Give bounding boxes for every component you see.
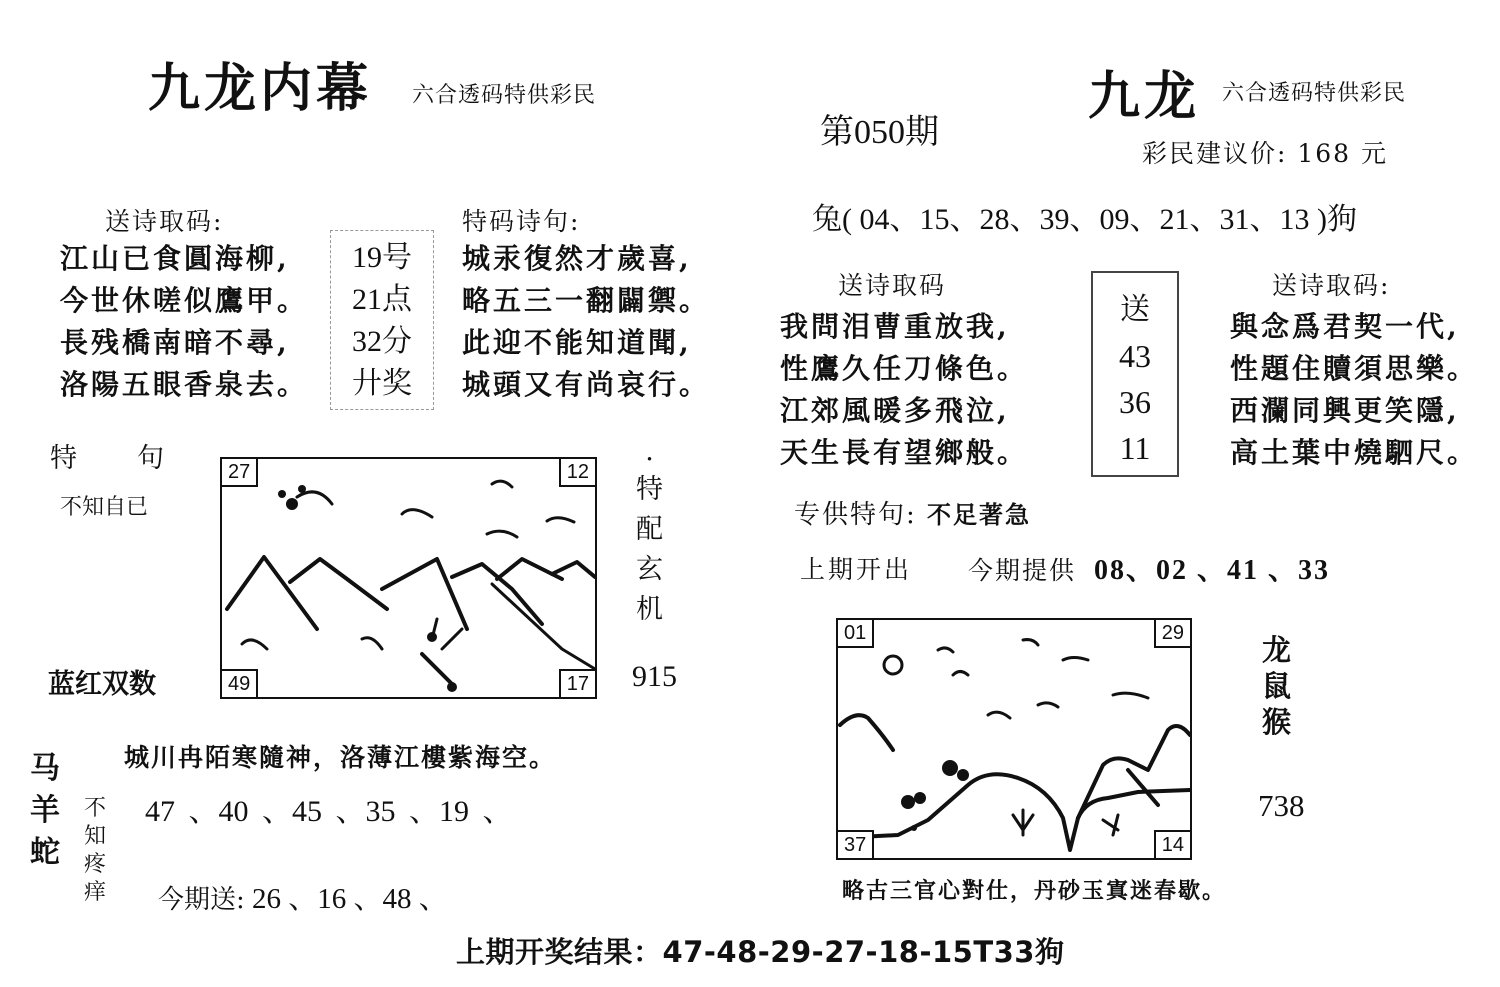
issue-number: 第050期	[820, 114, 939, 151]
number: 13	[1279, 203, 1310, 236]
poem-line: 性鷹久任刀條色。	[780, 352, 1029, 385]
corner-number: 01	[836, 618, 874, 648]
special-poem-label: 特码诗句:	[462, 207, 581, 236]
number: 02	[1155, 555, 1188, 586]
time-box-line: 32分	[352, 325, 412, 358]
right-poem-right-label: 送诗取码:	[1272, 271, 1391, 300]
last-out-label: 上期开出	[800, 555, 913, 584]
number: 21	[1159, 203, 1190, 236]
right-couplet: 略古三官心對仕，丹砂玉寘迷春歇。	[842, 878, 1227, 904]
poem-line: 城頭又有尚哀行。	[462, 368, 711, 401]
right-vertical-number: 738	[1258, 788, 1305, 823]
side-phrase	[84, 795, 106, 907]
special-phrase-label: 特 句	[50, 443, 166, 474]
exclusive-phrase	[794, 494, 1031, 531]
right-poem-left-label: 送诗取码	[838, 271, 947, 300]
provide-numbers: 今期提供 08、02 、41 、33	[968, 555, 1331, 586]
poem-line: 長残橋南暗不尋,	[60, 326, 290, 359]
send-number-box	[1091, 271, 1179, 477]
number: 31	[1219, 203, 1250, 236]
color-hint: 蓝红双数	[48, 669, 156, 700]
right-title: 九龙	[1088, 66, 1201, 127]
number: 26	[252, 883, 282, 915]
right-poem-right	[1230, 306, 1478, 474]
poem-line: 與念爲君契一代,	[1230, 310, 1460, 343]
corner-number: 14	[1154, 830, 1192, 860]
zodiac-char: 鼠	[1262, 669, 1292, 703]
suggested-price: 彩民建议价: 168 元	[1142, 139, 1389, 168]
vertical-char: ·	[645, 444, 654, 475]
corner-number: 29	[1154, 618, 1192, 648]
number: 09	[1099, 203, 1130, 236]
zodiac-char: 猴	[1262, 705, 1292, 739]
corner-number: 49	[220, 669, 258, 699]
number: 45	[292, 795, 322, 828]
left-time-box	[330, 230, 434, 410]
left-couplet: 城川冉陌寒隨神，洛薄江樓紫海空。	[124, 743, 557, 772]
left-poem-label: 送诗取码:	[105, 207, 224, 236]
exclusive-phrase-value: 不足著急	[927, 500, 1032, 529]
corner-number: 27	[220, 457, 258, 487]
poem-line: 江山已食圓海柳,	[60, 242, 290, 275]
valley-landscape-icon	[838, 620, 1190, 858]
time-box-line: 21点	[352, 283, 412, 316]
corner-number: 12	[559, 457, 597, 487]
today-send-label: 今期送:	[158, 885, 245, 915]
number: 04	[859, 203, 890, 236]
zodiac-char: 马	[30, 751, 60, 786]
vertical-char: 特	[636, 474, 663, 505]
right-subtitle: 六合透码特供彩民	[1222, 81, 1407, 106]
time-box-line: 廾奖	[352, 367, 412, 400]
number: 41	[1227, 555, 1259, 586]
vertical-char: 玄	[636, 554, 663, 585]
number: 39	[1039, 203, 1070, 236]
zodiac-char: 龙	[1262, 633, 1292, 667]
zodiac-start: 兔	[812, 202, 842, 237]
number: 28	[979, 203, 1010, 236]
left-illustration	[220, 457, 597, 699]
phrase-char: 疼	[84, 852, 107, 877]
last-result-label: 上期开奖结果：	[456, 935, 663, 969]
provide-label: 今期提供	[968, 556, 1077, 585]
vertical-hint	[636, 444, 663, 630]
mountain-landscape-icon	[222, 459, 595, 697]
right-zodiac-vertical	[1262, 632, 1291, 740]
poem-line: 天生長有望鄉般。	[780, 436, 1029, 469]
vertical-char: 配	[636, 514, 663, 545]
number: 35	[365, 795, 396, 828]
poem-line: 高土葉中燒駟尺。	[1230, 436, 1479, 469]
poem-line: 西瀾同興更笑隱,	[1230, 394, 1460, 427]
poem-line: 此迎不能知道聞,	[462, 326, 692, 359]
poem-line: 江郊風暖多飛泣,	[780, 394, 1010, 427]
left-zodiac-vertical	[30, 748, 60, 874]
send-label: 送	[1120, 292, 1150, 327]
corner-number: 37	[836, 830, 874, 860]
poem-line: 城汞復然才歲喜,	[462, 242, 692, 275]
number: 47	[145, 795, 175, 828]
vertical-char: 机	[636, 594, 663, 625]
send-number: 36	[1119, 384, 1151, 420]
poem-line: 今世休嗟似鷹甲。	[60, 284, 309, 317]
special-poem	[462, 238, 710, 406]
right-poem-left	[780, 306, 1028, 474]
right-illustration	[836, 618, 1192, 860]
zodiac-char: 羊	[30, 793, 60, 828]
number: 40	[218, 795, 249, 828]
send-number: 11	[1119, 430, 1151, 466]
number: 08	[1093, 555, 1126, 586]
number: 19	[439, 795, 469, 828]
exclusive-phrase-label: 专供特句:	[794, 500, 917, 530]
left-poem	[60, 238, 308, 406]
left-subtitle: 六合透码特供彩民	[412, 83, 597, 108]
last-result-value: 47-48-29-27-18-15T33狗	[662, 935, 1065, 969]
number: 16	[317, 883, 347, 915]
corner-number: 17	[559, 669, 597, 699]
left-title: 九龙内幕	[148, 58, 373, 119]
special-phrase-value: 不知自已	[60, 495, 149, 520]
zodiac-end: 狗	[1327, 202, 1357, 237]
phrase-char: 不	[84, 796, 107, 821]
phrase-char: 知	[84, 824, 107, 849]
time-box-line: 19号	[352, 241, 412, 274]
left-number-list: 47 、40 、45 、35 、19 、	[145, 795, 513, 828]
left-vertical-number: 915	[632, 660, 677, 693]
number: 15	[919, 203, 950, 236]
poem-line: 性題住贖須思樂。	[1230, 352, 1479, 385]
poem-line: 略五三一翻闢禦。	[462, 284, 711, 317]
today-send: 今期送: 26 、16 、48 、	[158, 883, 448, 915]
number: 33	[1298, 555, 1331, 586]
zodiac-char: 蛇	[30, 835, 60, 870]
send-number: 43	[1119, 338, 1151, 374]
number: 48	[382, 883, 412, 915]
poem-line: 我問泪曹重放我,	[780, 310, 1010, 343]
zodiac-number-line: 兔( 04、15、28、39、09、21、31、13 )狗	[812, 202, 1357, 237]
phrase-char: 痒	[84, 880, 107, 905]
last-result	[456, 930, 1064, 971]
poem-line: 洛陽五眼香泉去。	[60, 368, 309, 401]
